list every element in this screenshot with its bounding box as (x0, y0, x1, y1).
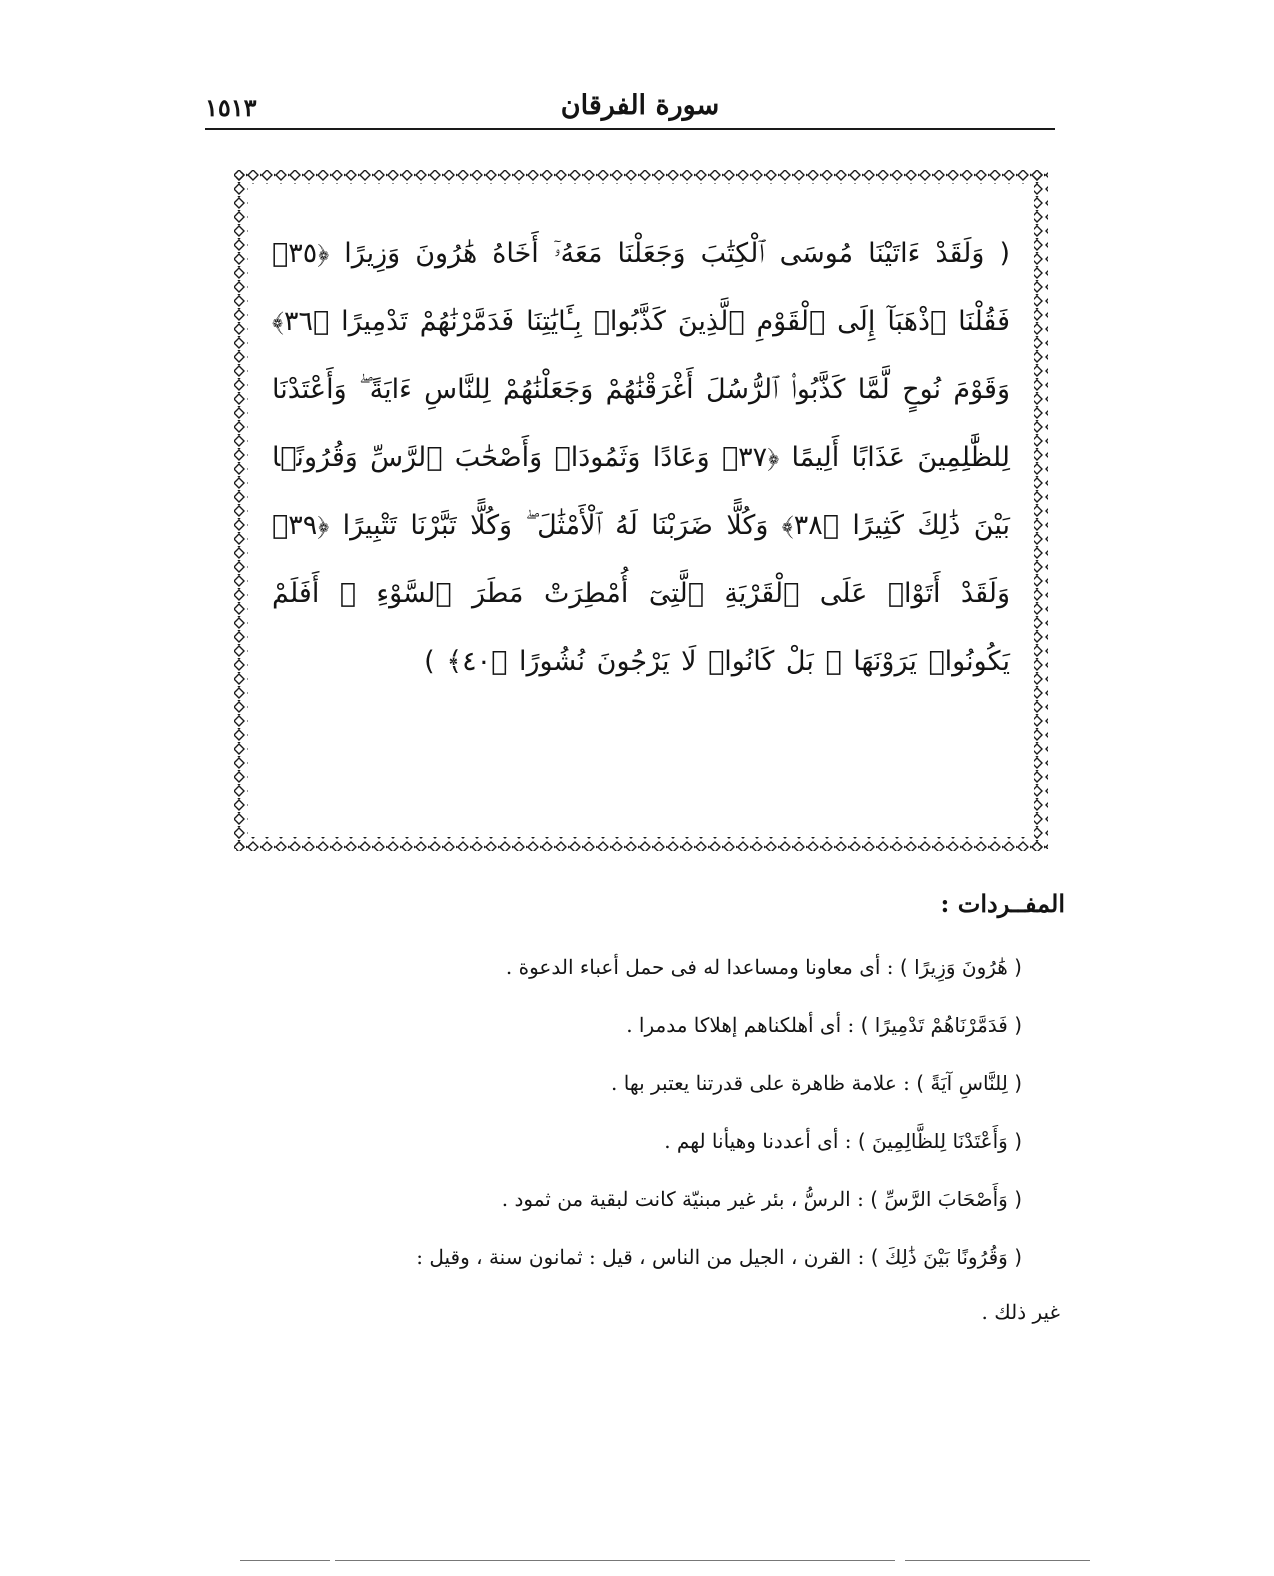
scan-footer-line (335, 1560, 895, 1561)
vocabulary-definition: : القرن ، الجيل من الناس ، قيل : ثمانون سنة ، وقيل : (416, 1245, 865, 1269)
vocabulary-term: ( وَأَصْحَابَ الرَّسِّ ) (870, 1187, 1022, 1211)
vocabulary-term: ( وَأَعْتَدْنَا لِلظَّالِمِينَ ) (857, 1129, 1022, 1153)
verse-39: وَكُلًّا ضَرَبْنَا لَهُ ٱلْأَمْثَٰلَ ۖ وَكُلًّا تَبَّرْنَا تَتْبِيرًا (342, 510, 769, 541)
vocabulary-continuation: غير ذلك . (981, 1300, 1060, 1324)
scan-footer-line (240, 1560, 330, 1561)
verse-end-marker: ﴿٣٩﴾ (272, 510, 330, 541)
verse-40: وَلَقَدْ أَتَوْا۟ عَلَى ٱلْقَرْيَةِ ٱلَّتِىٓ أُمْطِرَتْ مَطَرَ ٱلسَّوْءِ ۚ أَفَلَمْ يَكُونُوا۟ يَرَوْنَهَا ۚ بَلْ كَانُوا۟ لَا يَرْجُونَ نُشُورًا (272, 578, 1010, 677)
vocabulary-item (210, 1170, 1022, 1228)
verse-37: وَقَوْمَ نُوحٍ لَّمَّا كَذَّبُوا۟ ٱلرُّسُلَ أَغْرَقْنَٰهُمْ وَجَعَلْنَٰهُمْ لِلنَّاسِ ءَايَةً ۖ وَأَعْتَدْنَا لِلظَّٰلِمِينَ عَذَابًا أَلِيمًا (272, 374, 1010, 473)
verse-36: فَقُلْنَا ٱذْهَبَآ إِلَى ٱلْقَوْمِ ٱلَّذِينَ كَذَّبُوا۟ بِـَٔايَٰتِنَا فَدَمَّرْنَٰهُمْ تَدْمِيرًا (341, 306, 1010, 337)
vocabulary-definition: : أى معاونا ومساعدا له فى حمل أعباء الدعوة . (505, 955, 894, 979)
vocabulary-term: ( هَٰرُونَ وَزِيرًا ) (899, 955, 1022, 979)
vocabulary-heading: المفــردات : (940, 889, 1065, 918)
vocabulary-item (210, 1054, 1022, 1112)
vocabulary-item (210, 938, 1022, 996)
vocabulary-item (210, 1112, 1022, 1170)
header-divider (205, 128, 1055, 130)
verse-end-marker: ﴿٣٨﴾ (781, 510, 839, 541)
verse-frame (232, 168, 1050, 853)
verse-35: ( وَلَقَدْ ءَاتَيْنَا مُوسَى ٱلْكِتَٰبَ وَجَعَلْنَا مَعَهُۥٓ أَخَاهُ هَٰرُونَ وَزِيرًا (344, 238, 1010, 269)
verse-end-marker: ﴿٣٦﴾ (272, 306, 330, 337)
vocabulary-definition: : الرسُّ ، بئر غير مبنيّة كانت لبقية من ثمود . (501, 1187, 864, 1211)
vocabulary-item (210, 996, 1022, 1054)
page-number: ١٥١٣ (205, 93, 257, 122)
verse-38: وَعَادًا وَثَمُودَا۟ وَأَصْحَٰبَ ٱلرَّسِّ وَقُرُونًۢا بَيْنَ ذَٰلِكَ كَثِيرًا (272, 442, 1010, 541)
surah-title: سورة الفرقان (560, 90, 720, 121)
scan-footer-line (905, 1560, 1090, 1561)
vocabulary-item (210, 1228, 1022, 1286)
verse-end-marker: ﴿٣٥﴾ (272, 238, 330, 269)
vocabulary-term: ( فَدَمَّرْنَاهُمْ تَدْمِيرًا ) (860, 1013, 1022, 1037)
vocabulary-term: ( وَقُرُونًا بَيْنَ ذَٰلِكَ ) (870, 1245, 1022, 1269)
vocabulary-term: ( لِلنَّاسِ آيَةً ) (916, 1071, 1022, 1095)
closing-parenthesis: ) (424, 646, 435, 677)
vocabulary-definition: : علامة ظاهرة على قدرتنا يعتبر بها . (611, 1071, 910, 1095)
verse-text (272, 220, 1010, 820)
vocabulary-definition: : أى أعددنا وهيأنا لهم . (664, 1129, 852, 1153)
vocabulary-definition: : أى أهلكناهم إهلاكا مدمرا . (626, 1013, 855, 1037)
vocabulary-list (210, 938, 1022, 1328)
verse-end-marker: ﴿٤٠﴾ (446, 646, 508, 677)
verse-end-marker: ﴿٣٧﴾ (721, 442, 780, 473)
